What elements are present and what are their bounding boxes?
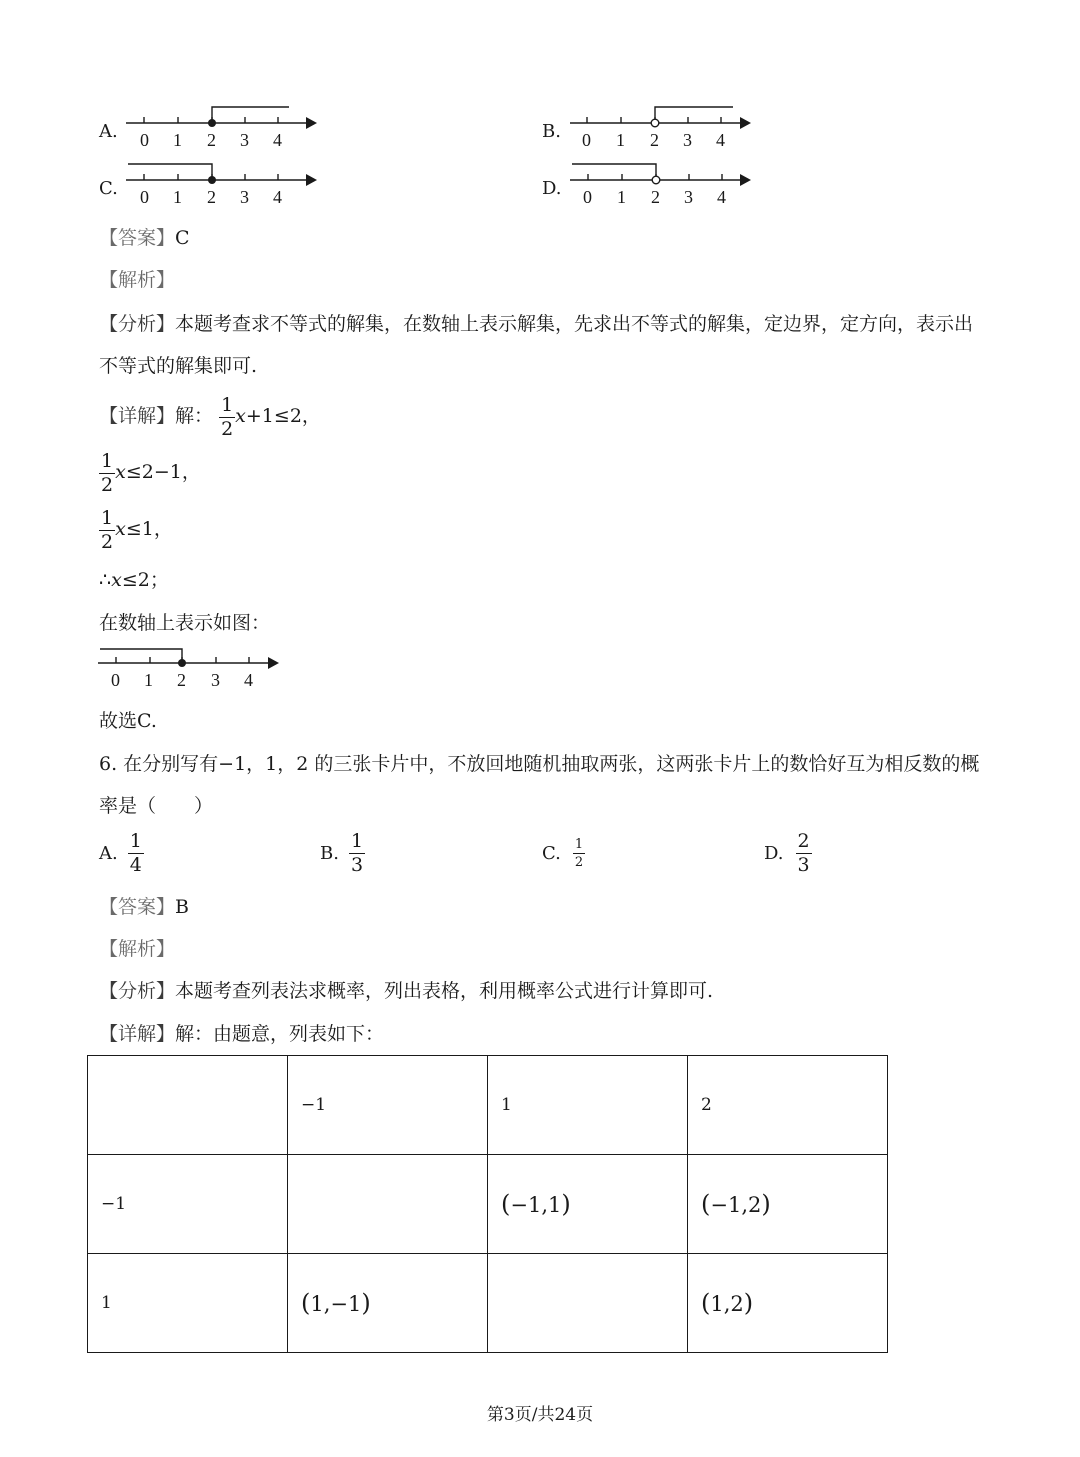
q6-option-d [764, 832, 812, 875]
answer-value: B [175, 896, 189, 918]
answer-value: C [175, 227, 190, 249]
q5-step-1 [99, 391, 321, 441]
q5-fenxi-line-2 [99, 354, 257, 378]
tick-label: 2 [207, 187, 216, 207]
q6-jiexi-line [99, 937, 175, 961]
xiangjie-intro: 解： [175, 405, 214, 427]
table-cell: (1,−1) [288, 1254, 488, 1353]
table-cell: −1 [88, 1155, 288, 1254]
tick-label: 2 [651, 187, 660, 207]
table-row [88, 1254, 888, 1353]
solution-bracket [128, 164, 212, 180]
axis-arrow-icon [740, 174, 751, 186]
tick-label: 4 [717, 187, 726, 207]
table-cell [488, 1254, 688, 1353]
ordered-pair: −1,1 [510, 1193, 562, 1217]
tick-label: 3 [240, 130, 249, 150]
fraction [573, 838, 585, 869]
q6-option-c [542, 838, 585, 869]
q5-answer-line [99, 226, 190, 250]
number-line-solution [92, 640, 292, 692]
table-cell: 1 [88, 1254, 288, 1353]
option-letter: D. [764, 843, 784, 864]
fraction-numerator: 1 [101, 506, 114, 529]
expression: ≤1， [125, 518, 173, 540]
table-header-row [88, 1056, 888, 1155]
closed-endpoint [178, 659, 186, 667]
closed-endpoint [208, 176, 216, 184]
q6-question-line-1: 6. 在分别写有−1，1，2 的三张卡片中，不放回地随机抽取两张，这两张卡片上的数恰好互为相反数的概 [99, 753, 980, 775]
axis-arrow-icon [306, 174, 317, 186]
fraction [99, 506, 115, 553]
variable-x: x [235, 405, 246, 427]
fenxi-tag: 【分析】 [99, 980, 176, 1002]
q5-choose: 故选C. [99, 710, 157, 732]
xiangjie-tag: 【详解】 [99, 1023, 176, 1045]
q6-option-b [320, 832, 365, 875]
table-cell: 2 [688, 1056, 888, 1155]
fraction [349, 832, 365, 875]
tick-label: 1 [616, 130, 625, 150]
fenxi-text: 本题考查列表法求概率，列出表格，利用概率公式进行计算即可. [175, 980, 714, 1002]
tick-label: 1 [617, 187, 626, 207]
fraction-numerator: 1 [221, 393, 234, 416]
q5-step-3 [99, 504, 173, 554]
ordered-pair: 1,2 [710, 1292, 744, 1316]
ordered-pair: −1,2 [710, 1193, 762, 1217]
number-line-option-d [564, 157, 764, 209]
tick-label: 3 [211, 670, 220, 690]
axis-arrow-icon [268, 657, 279, 669]
q5-jiexi-line [99, 268, 175, 292]
fraction-denominator: 2 [101, 530, 114, 553]
q6-fenxi-line [99, 979, 713, 1003]
expression: ≤2； [121, 569, 169, 591]
tick-label: 0 [140, 130, 149, 150]
expression: ≤2−1， [125, 461, 201, 483]
tick-label: 2 [207, 130, 216, 150]
option-letter: A. [99, 843, 118, 864]
q6-answer-line [99, 895, 189, 919]
fenxi-text: 不等式的解集即可. [99, 355, 258, 377]
variable-x: x [115, 518, 126, 540]
fraction-numerator: 1 [574, 837, 584, 852]
tick-label: 4 [716, 130, 725, 150]
fraction-denominator: 4 [129, 854, 142, 876]
tick-label: 1 [173, 130, 182, 150]
fraction-denominator: 3 [350, 854, 364, 876]
table-cell: (−1,2) [688, 1155, 888, 1254]
table-cell: (1,2) [688, 1254, 888, 1353]
fraction-numerator: 1 [129, 830, 142, 852]
table-cell: 1 [488, 1056, 688, 1155]
open-endpoint [651, 119, 659, 127]
tick-label: 3 [240, 187, 249, 207]
fraction-denominator: 2 [221, 417, 234, 440]
fraction [99, 449, 115, 496]
answer-tag: 【答案】 [99, 227, 176, 249]
tick-label: 4 [273, 130, 282, 150]
tick-label: 4 [273, 187, 282, 207]
fraction-numerator: 1 [101, 449, 114, 472]
table-cell [88, 1056, 288, 1155]
expression: +1≤2， [245, 405, 321, 427]
q6-option-a [99, 832, 144, 875]
fraction [128, 832, 144, 875]
q5-step-2 [99, 447, 201, 497]
fraction-numerator: 1 [350, 830, 364, 852]
q5-show-text: 在数轴上表示如图： [99, 612, 271, 634]
number-line-option-c [120, 157, 320, 209]
number-line-option-a [120, 100, 320, 152]
jiexi-tag: 【解析】 [99, 938, 176, 960]
fraction-denominator: 2 [101, 473, 114, 496]
tick-label: 1 [173, 187, 182, 207]
tick-label: 3 [684, 187, 693, 207]
fraction-denominator: 3 [797, 854, 810, 876]
probability-table [87, 1055, 888, 1353]
open-endpoint [652, 176, 660, 184]
option-b-letter: B. [542, 121, 561, 142]
jiexi-tag: 【解析】 [99, 269, 176, 291]
variable-x: x [115, 461, 126, 483]
tick-label: 1 [144, 670, 153, 690]
fraction [219, 393, 235, 440]
tick-label: 2 [177, 670, 186, 690]
fraction-denominator: 2 [574, 855, 584, 870]
tick-label: 0 [140, 187, 149, 207]
table-cell: (−1,1) [488, 1155, 688, 1254]
ordered-pair: 1,−1 [310, 1292, 362, 1316]
q6-question-line-2: 率是（ ） [99, 795, 214, 817]
variable-x: x [111, 569, 122, 591]
axis-arrow-icon [740, 117, 751, 129]
fenxi-text: 本题考查求不等式的解集，在数轴上表示解集，先求出不等式的解集，定边界，定方向，表示出 [175, 313, 974, 335]
tick-label: 4 [244, 670, 253, 690]
table-cell: −1 [288, 1056, 488, 1155]
fraction [796, 832, 812, 875]
option-letter: C. [542, 843, 561, 864]
xiangjie-tag: 【详解】 [99, 405, 176, 427]
q5-step-4 [99, 568, 169, 592]
tick-label: 3 [683, 130, 692, 150]
fenxi-tag: 【分析】 [99, 313, 176, 335]
tick-label: 0 [111, 670, 120, 690]
fraction-numerator: 2 [797, 830, 810, 852]
q6-xiangjie-line [99, 1022, 384, 1046]
xiangjie-text: 解：由题意，列表如下： [175, 1023, 385, 1045]
solution-bracket [572, 164, 656, 176]
tick-label: 0 [582, 130, 591, 150]
table-cell [288, 1155, 488, 1254]
answer-tag: 【答案】 [99, 896, 176, 918]
axis-arrow-icon [306, 117, 317, 129]
option-d-letter: D. [542, 178, 562, 199]
table-row [88, 1155, 888, 1254]
number-line-option-b [564, 100, 764, 152]
tick-label: 2 [650, 130, 659, 150]
closed-endpoint [208, 119, 216, 127]
tick-label: 0 [583, 187, 592, 207]
page-footer: 第3页/共24页 [486, 1405, 594, 1425]
option-a-letter: A. [99, 121, 118, 142]
option-letter: B. [320, 843, 339, 864]
option-c-letter: C. [99, 178, 118, 199]
q5-fenxi-line-1 [99, 312, 973, 336]
solution-bracket [100, 649, 182, 663]
therefore-symbol: ∴ [99, 569, 112, 591]
